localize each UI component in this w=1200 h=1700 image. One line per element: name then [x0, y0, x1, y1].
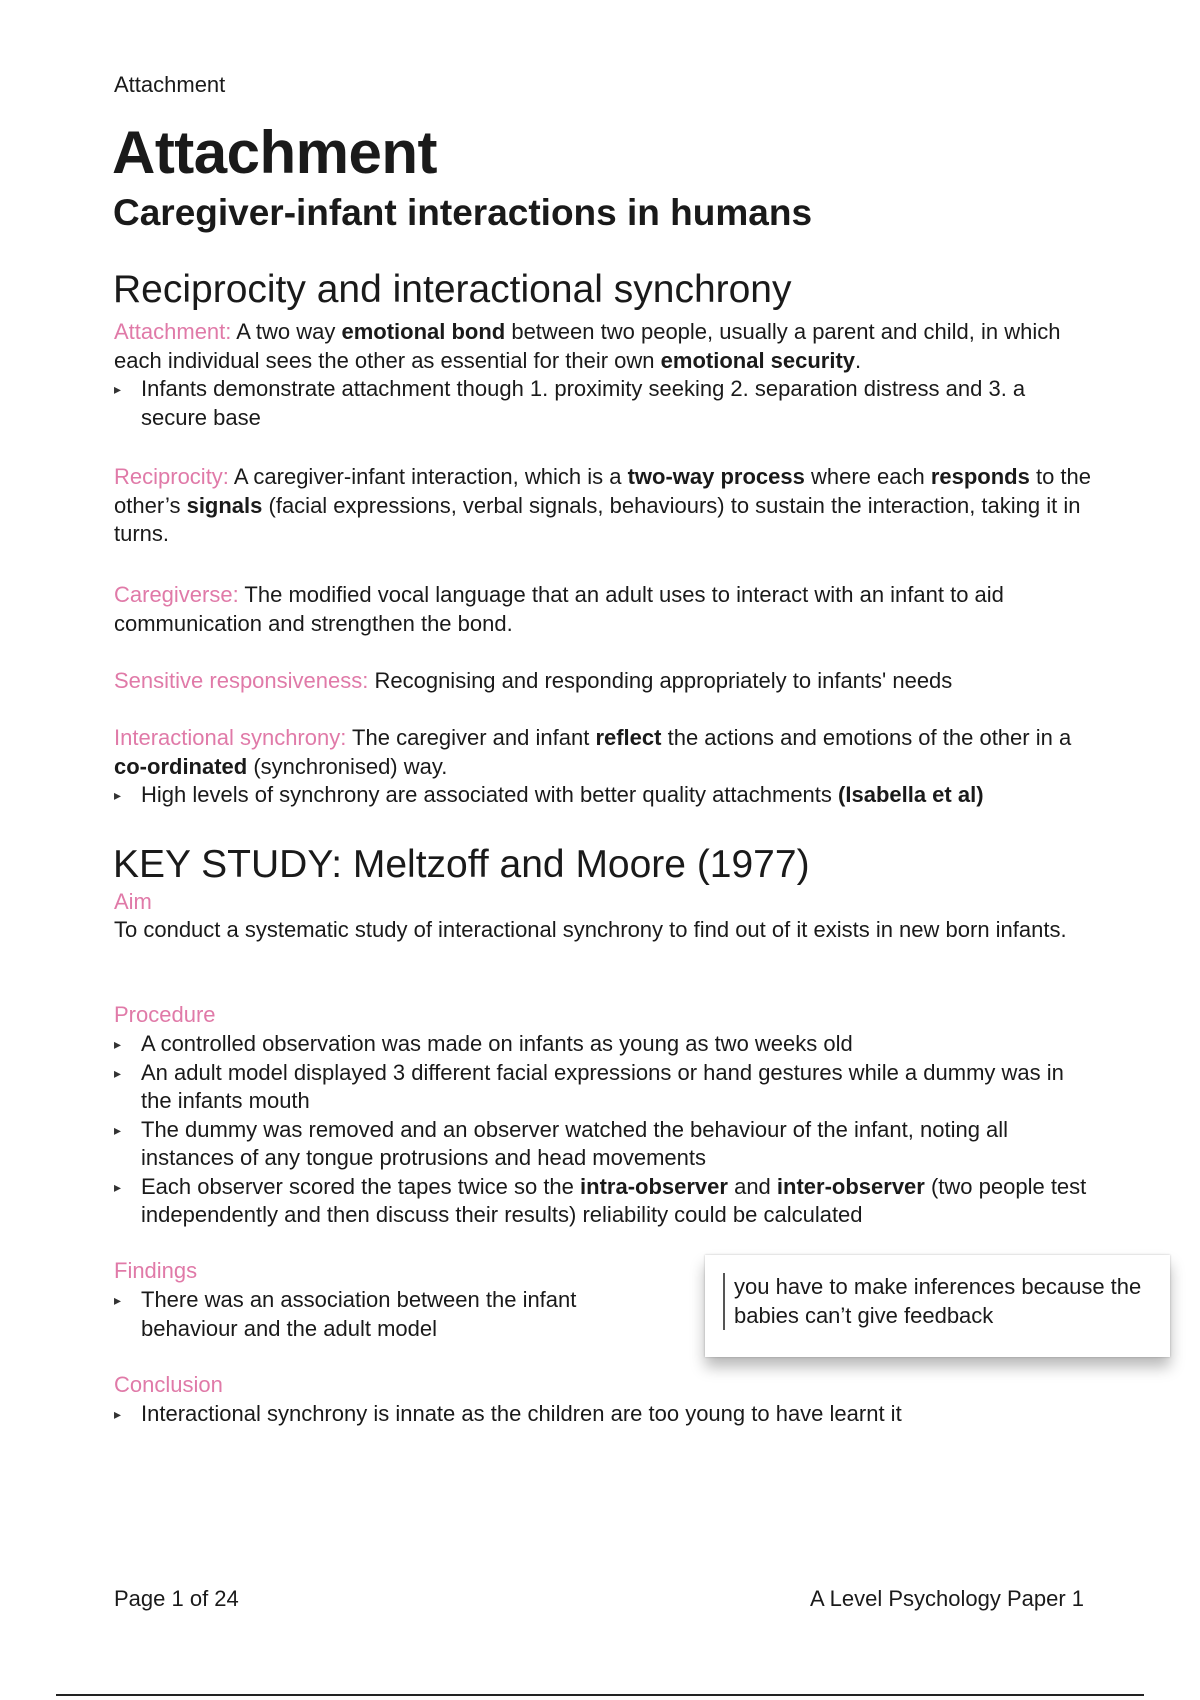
definition-text: Interactional synchrony: The caregiver and infant reflect the actions and emotions of the other in a co-ordinated (synchronised) way. — [114, 725, 1072, 779]
term-label: Sensitive responsiveness: — [114, 668, 369, 693]
list-item: ▸ Each observer scored the tapes twice so the intra-observer and inter-observer (two people test independently and then discuss their results) reliability could be calculated — [114, 1173, 1094, 1230]
list-item: ▸ There was an association between the infant behaviour and the adult model — [114, 1286, 634, 1343]
term-label: Interactional synchrony: — [114, 725, 347, 750]
list-item: ▸ A controlled observation was made on infants as young as two weeks old — [114, 1030, 1094, 1059]
definition-text: Attachment: A two way emotional bond between two people, usually a parent and child, in which each individual sees the other as essential for their own emotional security. — [114, 319, 1061, 373]
conclusion-list — [114, 1400, 1094, 1429]
sticky-note[interactable] — [705, 1255, 1170, 1357]
aim-text: To conduct a systematic study of interactional synchrony to find out of it exists in new born infants. — [114, 917, 1067, 942]
aim-label: Aim — [114, 889, 152, 914]
running-header: Attachment — [114, 72, 226, 97]
term-label: Attachment: — [114, 319, 232, 344]
list-item: ▸ The dummy was removed and an observer watched the behaviour of the infant, noting all instances of any tongue protrusions and head movements — [114, 1116, 1094, 1173]
footer-course-title: A Level Psychology Paper 1 — [810, 1586, 1084, 1611]
list-item: ▸ An adult model displayed 3 different facial expressions or hand gestures while a dummy was in the infants mouth — [114, 1059, 1094, 1116]
definition-interactional-synchrony — [114, 724, 1094, 810]
list-item: ▸ High levels of synchrony are associated with better quality attachments (Isabella et al) — [114, 781, 1094, 810]
definition-caregiverse: Caregiverse: The modified vocal language that an adult uses to interact with an infant to aid communication and strengthen the bond. — [114, 582, 1004, 636]
findings-label: Findings — [114, 1258, 198, 1283]
findings-list — [114, 1286, 634, 1343]
procedure-label: Procedure — [114, 1002, 216, 1027]
definition-attachment — [114, 318, 1094, 432]
definition-sensitive-responsiveness: Sensitive responsiveness: Recognising and responding appropriately to infants' needs — [114, 668, 953, 693]
bullet-list — [114, 375, 1094, 432]
procedure-list — [114, 1030, 1094, 1230]
sticky-note-text[interactable]: you have to make inferences because the babies can’t give feedback — [723, 1273, 1156, 1330]
page-divider — [56, 1694, 1144, 1696]
section-heading-key-study: KEY STUDY: Meltzoff and Moore (1977) — [113, 843, 810, 886]
page-title: Attachment — [112, 119, 438, 186]
bullet-list — [114, 781, 1094, 810]
page-number: Page 1 of 24 — [114, 1586, 239, 1611]
page-subtitle: Caregiver-infant interactions in humans — [113, 192, 813, 233]
list-item: ▸ Infants demonstrate attachment though 1. proximity seeking 2. separation distress and 3. a secure base — [114, 375, 1094, 432]
list-item: ▸ Interactional synchrony is innate as the children are too young to have learnt it — [114, 1400, 1094, 1429]
term-label: Caregiverse: — [114, 582, 239, 607]
term-label: Reciprocity: — [114, 464, 229, 489]
definition-reciprocity: Reciprocity: A caregiver-infant interaction, which is a two-way process where each responds to the other’s signals (facial expressions, verbal signals, behaviours) to sustain the interaction, taking it in turns. — [114, 464, 1092, 546]
findings-section — [114, 1286, 634, 1343]
procedure-section — [114, 1030, 1094, 1230]
conclusion-section — [114, 1400, 1094, 1429]
section-heading-reciprocity: Reciprocity and interactional synchrony — [113, 268, 792, 311]
conclusion-label: Conclusion — [114, 1372, 223, 1397]
